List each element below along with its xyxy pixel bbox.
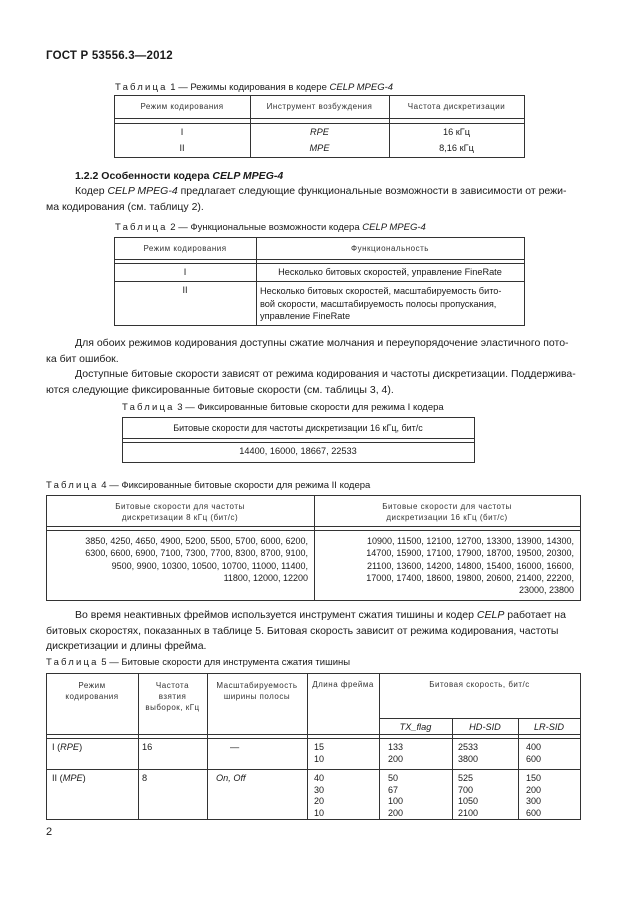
table5-row1-mode: I (RPE) (52, 742, 83, 752)
table1-row2-rate: 8,16 кГц (439, 143, 474, 153)
table2-header-functionality: Функциональность (351, 244, 429, 253)
table5-header-mode: Режим кодирования (65, 681, 119, 701)
table4-values-16khz: 10900, 11500, 12100, 12700, 13300, 13900, 14300, 14700, 15900, 17100, 17900, 18700, 19500, 20300, 21100, 13600, 14200, 14800, 15400, 16000, 16600, 17000, 17400, 18600, 19800, 20600, 21400, 22200, 23000, 23800 (366, 536, 574, 596)
table5-row2-lrsid: 150 200 300 600 (526, 773, 542, 818)
table5-row1-txflag: 133 200 (388, 742, 404, 764)
page-number: 2 (46, 826, 53, 838)
table2-header-mode: Режим кодирования (143, 244, 227, 253)
table5-row2-frame-length: 40 30 20 10 (314, 773, 325, 818)
table5-row1-sampling: 16 (142, 742, 153, 752)
table4-header-16khz: Битовые скорости для частоты дискретизации 16 кГц (бит/с) (382, 502, 512, 522)
table3-values: 14400, 16000, 18667, 22533 (239, 446, 357, 456)
table5-row1-scalability: — (230, 742, 240, 752)
paragraph-1: Кодер CELP MPEG-4 предлагает следующие функциональные возможности в зависимости от режи- ма кодирования (см. таблицу 2). (46, 185, 567, 213)
table5-subheader-hdsid: HD-SID (469, 722, 501, 732)
table5-row1-frame-length: 15 10 (314, 742, 325, 764)
table5-header-sampling: Частота взятия выборок, кГц (145, 681, 200, 712)
table2-row2-mode: II (182, 285, 188, 295)
table5-row2-txflag: 50 67 100 200 (388, 773, 404, 818)
table2-caption: Таблица 2 — Функциональные возможности кодера CELP MPEG-4 (115, 222, 426, 233)
table5-header-scalability: Масштабируемость ширины полосы (216, 681, 298, 701)
table5-row2-mode: II (MPE) (52, 773, 86, 783)
table5-row2-sampling: 8 (142, 773, 148, 783)
table1-row2-mode: II (179, 143, 185, 153)
table1-caption: Таблица 1 — Режимы кодирования в кодере CELP MPEG-4 (115, 82, 394, 93)
table1-row1-rate: 16 кГц (442, 127, 471, 137)
table5-row2-scalability: On, Off (216, 773, 246, 783)
table1-row1-mode: I (180, 127, 184, 137)
table2-row1-mode: I (183, 267, 187, 277)
table1-header-tool: Инструмент возбуждения (266, 102, 373, 111)
table4-values-8khz: 3850, 4250, 4650, 4900, 5200, 5500, 5700, 6000, 6200, 6300, 6600, 6900, 7100, 7300, 7700, 8300, 8700, 9100, 9500, 9900, 10300, 10500, 10700, 11000, 11400, 11800, 12000, 12200 (85, 536, 308, 583)
table1-row2-tool: MPE (309, 143, 330, 153)
table1-row1-tool: RPE (310, 127, 329, 137)
table2-row2-functionality: Несколько битовых скоростей, масштабируемость бито- вой скорости, масштабируемость полосы пропускания, управление FineRate (260, 286, 502, 321)
table5-subheader-txflag: TX_flag (399, 722, 432, 732)
section-heading: 1.2.2 Особенности кодера CELP MPEG-4 (75, 170, 284, 182)
table2-row1-functionality: Несколько битовых скоростей, управление FineRate (278, 267, 502, 277)
table5-header-bitrate: Битовая скорость, бит/с (429, 680, 530, 689)
table4-caption: Таблица 4 — Фиксированные битовые скорости для режима II кодера (46, 480, 371, 491)
table5-subheader-lrsid: LR-SID (533, 722, 565, 732)
table5-caption: Таблица 5 — Битовые скорости для инструмента сжатия тишины (46, 657, 351, 668)
table3-header: Битовые скорости для частоты дискретизации 16 кГц, бит/с (173, 423, 423, 433)
table5-row1-lrsid: 400 600 (526, 742, 542, 764)
table5-header-frame-length: Длина фрейма (312, 680, 374, 689)
table4-header-8khz: Битовые скорости для частоты дискретизации 8 кГц (бит/с) (115, 502, 245, 522)
table5-row2-hdsid: 525 700 1050 2100 (458, 773, 479, 818)
table1-header-mode: Режим кодирования (140, 102, 224, 111)
table3-caption: Таблица 3 — Фиксированные битовые скорости для режима I кодера (122, 402, 444, 413)
table5-row1-hdsid: 2533 3800 (458, 742, 479, 764)
document-id: ГОСТ Р 53556.3—2012 (46, 50, 173, 62)
paragraph-2: Для обоих режимов кодирования доступны сжатие молчания и переупорядочение эластичного пото- ка бит ошибок. Доступные битовые скорости зависят от режима кодирования и частоты дискретизации. Поддержива- ются следующие фиксированные битовые скорости (см. таблицы 3, 4). (46, 337, 576, 396)
table1-header-rate: Частота дискретизации (407, 102, 506, 111)
paragraph-3: Во время неактивных фреймов используется инструмент сжатия тишины и кодер CELP работает на битовых скоростях, показанных в таблице 5. Битовая скорость зависит от режима кодирования, частоты дискретизации и длины фрейма. (46, 609, 566, 652)
